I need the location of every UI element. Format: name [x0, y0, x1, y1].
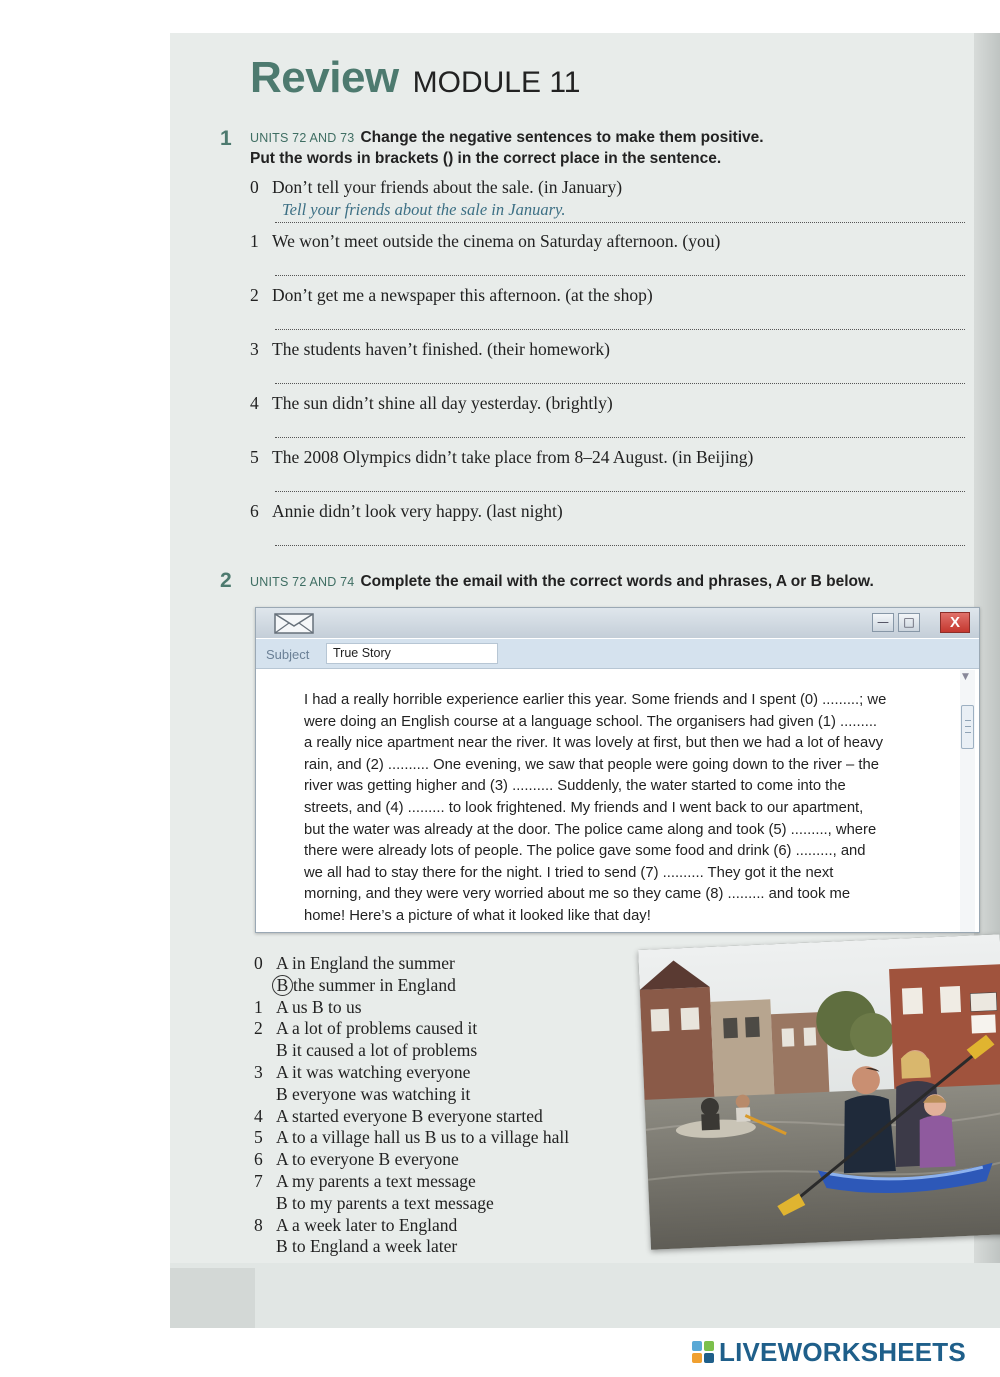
email-body-line: there were already lots of people. The police gave some food and drink (6) ........., and: [304, 843, 866, 860]
item-number: 0: [250, 177, 259, 197]
page-title: [250, 53, 580, 103]
answer-option[interactable]: [254, 1149, 459, 1170]
example-answer: Tell your friends about the sale in January.: [282, 200, 566, 219]
exercise-2-header: [220, 571, 980, 595]
email-body: [304, 690, 944, 928]
exercise-1-item: [250, 501, 970, 522]
item-number: 1: [250, 231, 259, 251]
email-body-line: morning, and they were very worried about me so they came (8) ......... and took me: [304, 886, 851, 903]
option-text: A to a village hall us B us to a village hall: [276, 1127, 570, 1148]
answer-option[interactable]: [254, 1106, 543, 1127]
answer-field-5[interactable]: [275, 468, 965, 492]
email-body-line: were doing an English course at a language school. The organisers had given (1) .........: [304, 713, 878, 730]
answer-option[interactable]: [254, 1084, 470, 1105]
item-sentence: The students haven’t finished. (their homework): [272, 339, 610, 359]
exercise-1-instruction-1: Change the negative sentences to make them positive.: [360, 129, 764, 146]
option-number: 7: [254, 1171, 263, 1191]
option-number: 5: [254, 1127, 263, 1148]
email-title-bar: [256, 608, 979, 638]
exercise-1-item: [250, 393, 970, 414]
close-button[interactable]: X: [940, 612, 970, 633]
option-text: A a lot of problems caused it: [276, 1018, 478, 1039]
option-text: A it was watching everyone: [276, 1062, 471, 1082]
answer-option[interactable]: [254, 1018, 477, 1039]
option-number: 4: [254, 1105, 263, 1126]
answer-option[interactable]: [254, 1062, 470, 1083]
item-sentence: We won’t meet outside the cinema on Saturday afternoon. (you): [272, 231, 721, 251]
answer-field-4[interactable]: [275, 414, 965, 438]
exercise-1-instruction-2: Put the words in brackets () in the correct place in the sentence.: [250, 150, 722, 167]
email-body-line: streets, and (4) ......... to look frightened. My friends and I went back to our apartment,: [304, 799, 864, 816]
email-body-line: I had a really horrible experience earlier this year. Some friends and I spent (0) .........; we: [304, 692, 887, 708]
answer-option[interactable]: [254, 1127, 569, 1148]
item-sentence: The 2008 Olympics didn’t take place from 8–24 August. (in Beijing): [272, 447, 754, 467]
email-scrollbar[interactable]: [960, 670, 975, 932]
option-number: 2: [254, 1018, 263, 1039]
item-number: 2: [250, 285, 259, 305]
scroll-up-icon[interactable]: ▼: [962, 672, 969, 682]
worksheet-page: [170, 33, 1000, 1328]
maximize-button[interactable]: □: [898, 613, 920, 632]
exercise-2-number: 2: [220, 569, 232, 592]
option-text: A to everyone B everyone: [276, 1149, 459, 1170]
exercise-1-instruction-line-1: [250, 129, 764, 147]
title-module: MODULE 11: [412, 66, 581, 99]
page-bottom-band: [170, 1263, 1000, 1328]
option-text: B to my parents a text message: [276, 1192, 494, 1213]
email-body-line: but the water was already at the door. The police came along and took (5) ........., where: [304, 821, 877, 838]
option-text: A us B to us: [276, 996, 362, 1017]
option-number: 1: [254, 996, 263, 1017]
item-sentence: Don’t tell your friends about the sale. (in January): [272, 177, 623, 197]
item-sentence: The sun didn’t shine all day yesterday. (brightly): [272, 393, 613, 413]
email-body-line: home! Here’s a picture of what it looked like that day!: [304, 907, 651, 924]
option-text: A started everyone B everyone started: [276, 1105, 543, 1126]
exercise-1-header: [220, 129, 980, 173]
scroll-thumb[interactable]: [961, 705, 974, 749]
item-sentence: Don’t get me a newspaper this afternoon. (at the shop): [272, 285, 653, 305]
exercise-1-units: UNITS 72 AND 73: [250, 131, 355, 145]
exercise-1-item: [250, 231, 970, 252]
answer-option[interactable]: [254, 1171, 476, 1192]
answer-field-3[interactable]: [275, 360, 965, 384]
exercise-1-item: [250, 339, 970, 360]
subject-field[interactable]: True Story: [326, 643, 498, 664]
subject-label: Subject: [266, 647, 310, 662]
option-number: 8: [254, 1214, 263, 1235]
page-corner-block: [170, 1268, 255, 1328]
minimize-button[interactable]: —: [872, 613, 894, 632]
option-text: the summer in England: [293, 974, 456, 995]
title-review: Review: [250, 53, 399, 102]
answer-field-6[interactable]: [275, 522, 965, 546]
exercise-1-item: [250, 285, 970, 306]
answer-option[interactable]: [254, 1193, 494, 1214]
answer-option[interactable]: [254, 997, 362, 1018]
exercise-2-instruction-line: [250, 573, 874, 591]
envelope-icon: [274, 613, 314, 634]
answer-option[interactable]: [254, 975, 456, 996]
email-body-line: river was getting higher and (3) .......... Suddenly, the water started to come into the: [304, 778, 846, 795]
flood-photo: [638, 934, 1000, 1250]
email-body-line: a really nice apartment near the river. It was lovely at first, but then we had a lot of heavy: [304, 735, 884, 752]
option-text: B it caused a lot of problems: [276, 1040, 478, 1061]
email-body-line: rain, and (2) .......... One evening, we saw that people were going down to the river – the: [304, 756, 879, 773]
answer-option[interactable]: [254, 953, 455, 974]
answer-option[interactable]: [254, 1236, 457, 1257]
email-window: [255, 607, 980, 933]
answer-field-2[interactable]: [275, 306, 965, 330]
exercise-1-item: [250, 177, 970, 198]
flood-scene-image: [638, 934, 1000, 1250]
item-number: 4: [250, 393, 259, 413]
liveworksheets-logo-icon: [691, 1340, 715, 1364]
answer-field-1[interactable]: [275, 252, 965, 276]
option-text: A my parents a text message: [276, 1171, 476, 1191]
email-body-line: we all had to stay there for the night. I tried to send (7) .......... They got it the next: [304, 864, 834, 881]
answer-option[interactable]: [254, 1215, 457, 1236]
item-sentence: Annie didn’t look very happy. (last night): [272, 501, 563, 521]
exercise-2-units: UNITS 72 AND 74: [250, 575, 355, 589]
option-text: A a week later to England: [276, 1214, 458, 1235]
brand-name: LIVEWORKSHEETS: [719, 1337, 966, 1367]
option-number: 0: [254, 953, 263, 973]
option-text: A in England the summer: [276, 953, 455, 973]
answer-option[interactable]: [254, 1040, 477, 1061]
exercise-1-number: 1: [220, 127, 232, 150]
option-text: B everyone was watching it: [276, 1083, 471, 1104]
exercise-1-item: [250, 447, 970, 468]
item-number: 3: [250, 339, 259, 359]
circled-choice: B: [272, 975, 293, 996]
item-number: 5: [250, 447, 259, 467]
option-text: B to England a week later: [276, 1236, 458, 1257]
subject-row: [256, 639, 979, 669]
exercise-2-instruction: Complete the email with the correct words and phrases, A or B below.: [360, 573, 874, 590]
option-number: 6: [254, 1149, 263, 1170]
option-number: 3: [254, 1062, 263, 1082]
item-number: 6: [250, 501, 259, 521]
